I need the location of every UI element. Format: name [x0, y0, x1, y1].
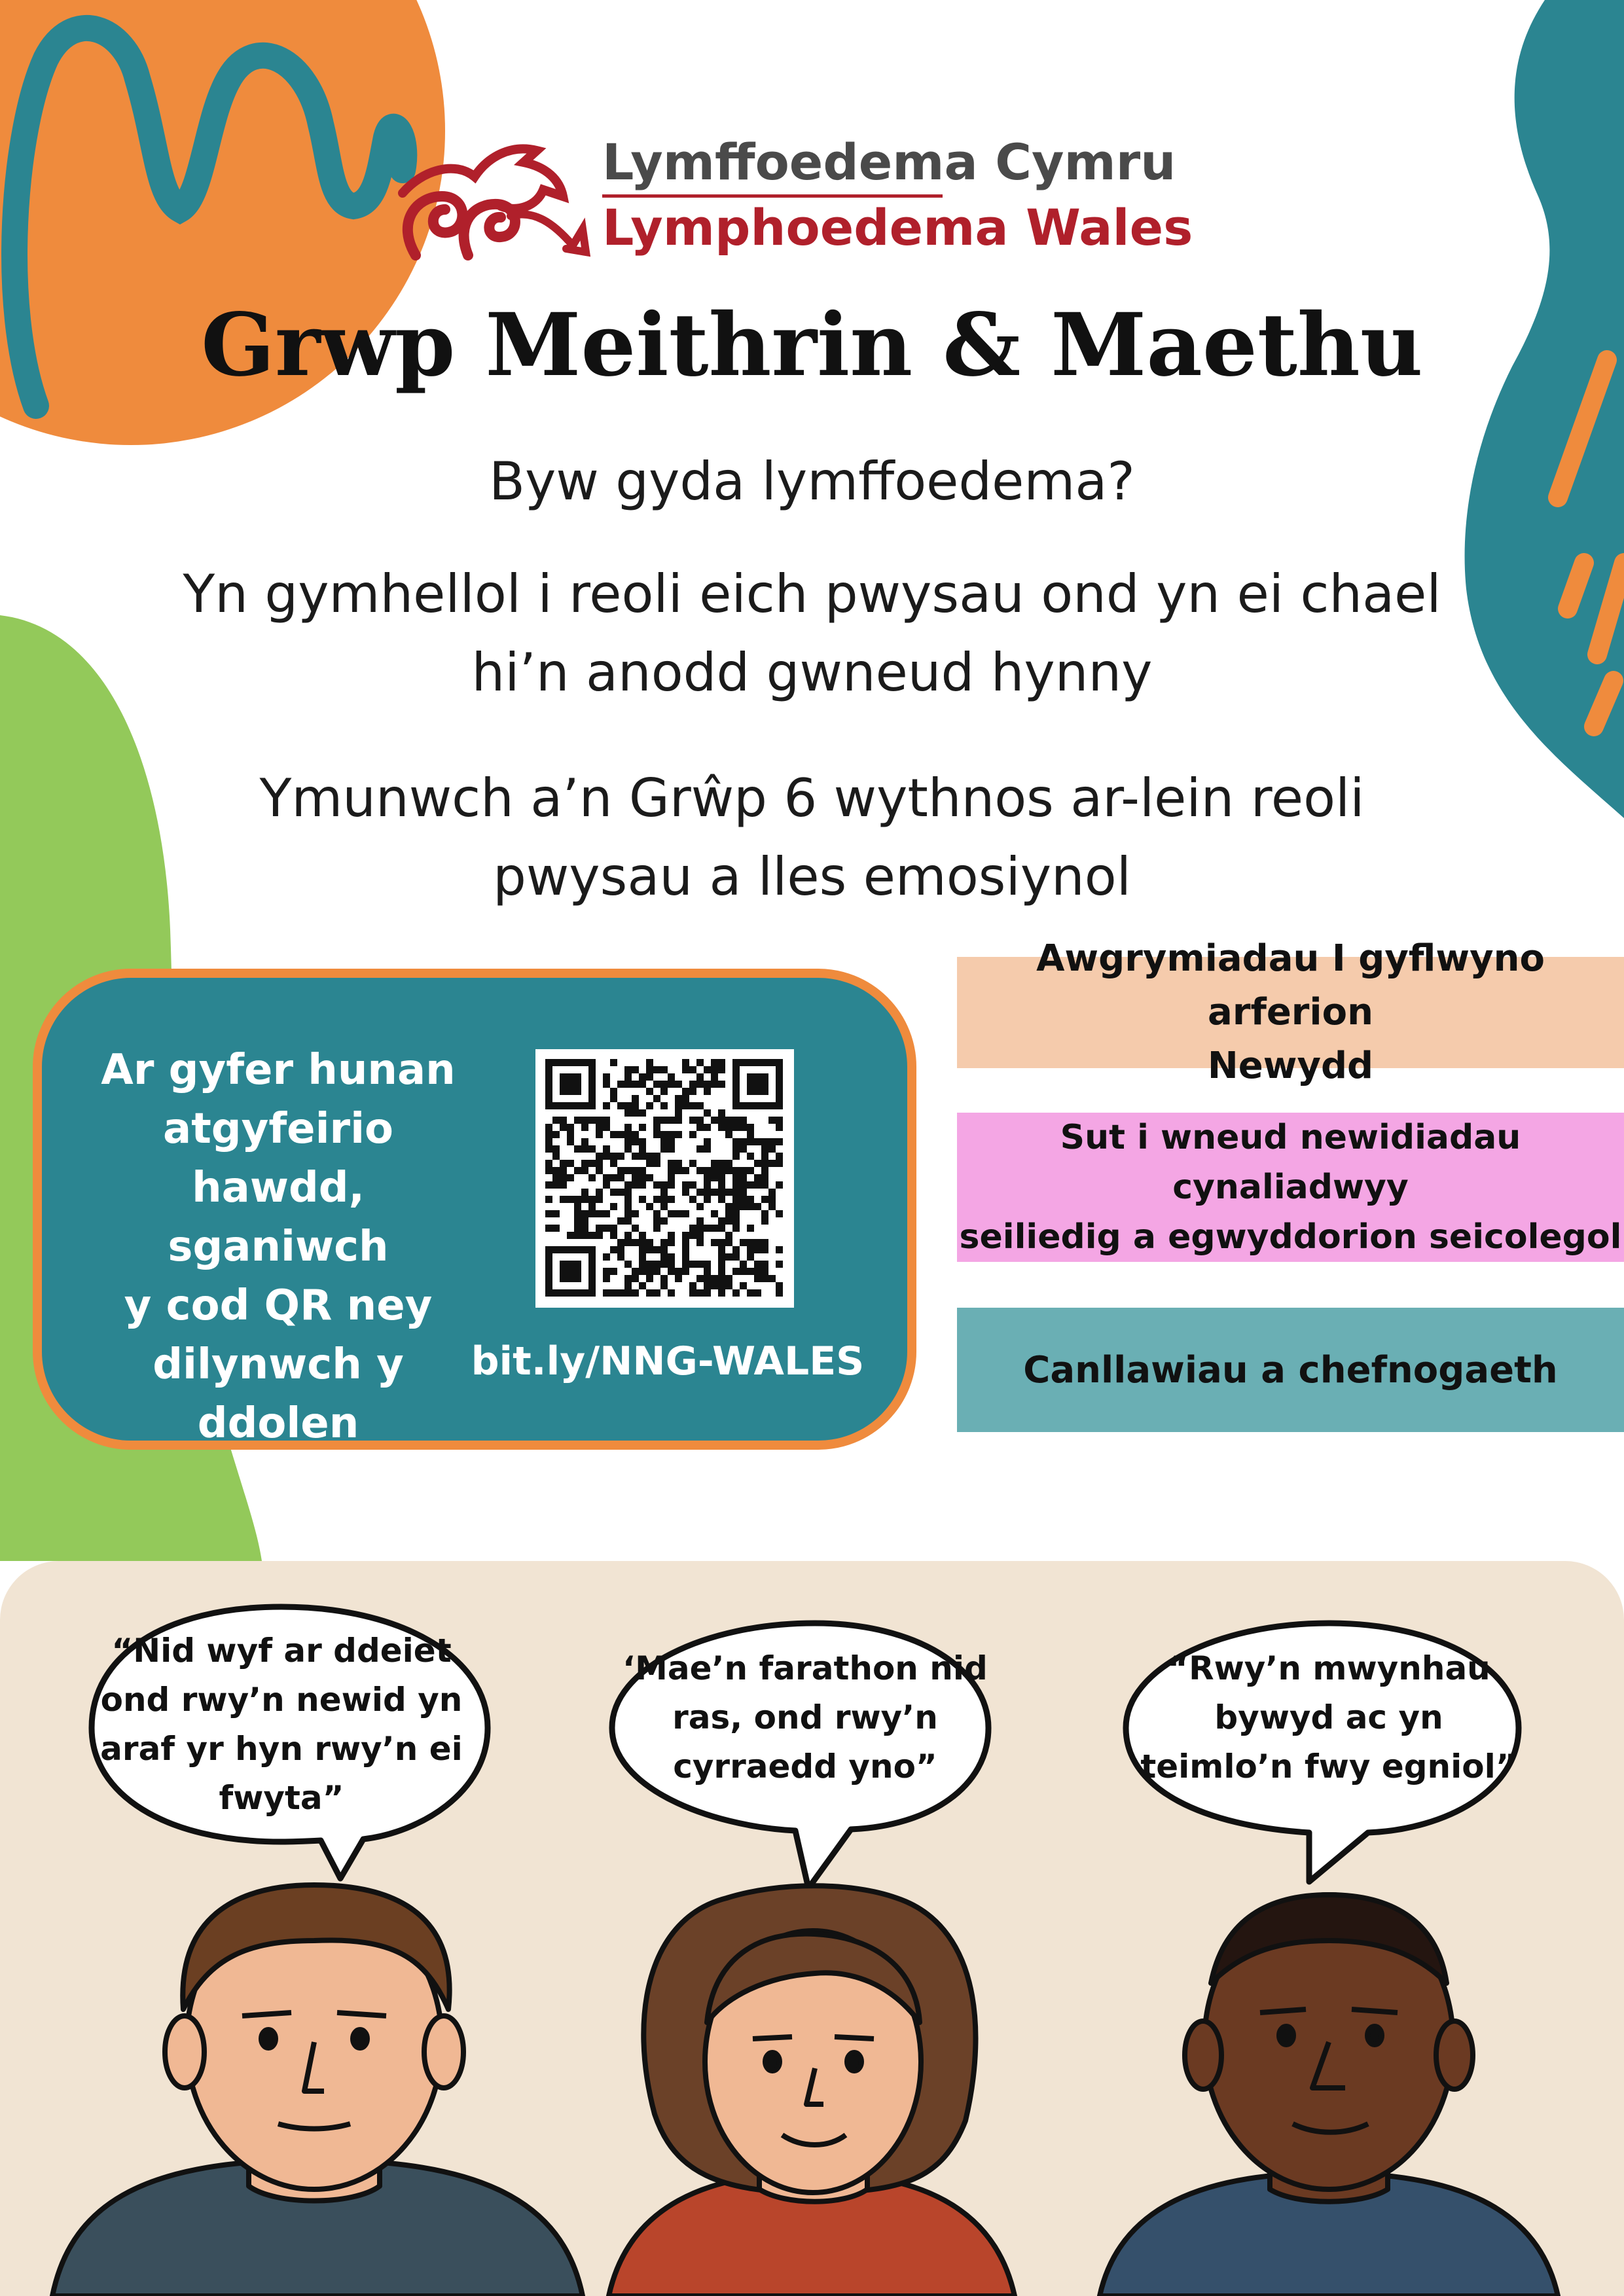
referral-line: atgyfeirio [163, 1105, 393, 1153]
quote-line: “Rwy’n mwynhau [1167, 1649, 1490, 1687]
logo-name-english: Lymphoedema Wales [602, 198, 1193, 257]
feature-line: Newydd [1207, 1045, 1374, 1087]
quote-line: “Nid wyf ar ddeiet [111, 1632, 452, 1670]
referral-line: Ar gyfer hunan [101, 1046, 456, 1094]
testimonial-quote-2 [609, 1644, 1001, 1791]
quote-line: bywyd ac yn [1214, 1698, 1443, 1736]
quote-line: teimlo’n fwy egniol” [1140, 1748, 1517, 1785]
quote-line: cyrraedd yno” [673, 1748, 937, 1785]
logo-name-welsh: Lymffoedema Cymru [602, 133, 1176, 191]
intro-paragraph-1-line: hi’n anodd gwneud hynny [471, 642, 1153, 703]
feature-line: Canllawiau a chefnogaeth [1023, 1348, 1558, 1391]
referral-line: y cod QR ney [124, 1282, 433, 1330]
referral-line: ddolen [197, 1399, 359, 1448]
quote-line: ‘Mae’n farathon nid [623, 1649, 988, 1687]
intro-paragraph-1-line: Yn gymhellol i reoli eich pwysau ond yn ei chael [183, 564, 1441, 624]
person-2-illustration [609, 1886, 1015, 2296]
intro-question-text: Byw gyda lymffoedema? [489, 451, 1135, 512]
referral-line: hawdd, sganiwch [168, 1164, 389, 1271]
person-1-illustration [52, 1885, 583, 2296]
intro-paragraph-2-line: pwysau a lles emosiynol [493, 846, 1131, 907]
feature-line: cynaliadwyy [1172, 1168, 1409, 1207]
quote-line: fwyta” [219, 1779, 344, 1817]
testimonial-quote-1 [85, 1626, 478, 1823]
referral-link[interactable]: bit.ly/NNG-WALES [471, 1338, 865, 1384]
quote-line: ond rwy’n newid yn [100, 1681, 463, 1719]
testimonial-quote-3 [1119, 1644, 1538, 1791]
page-title: Grwp Meithrin & Maethu [201, 295, 1423, 396]
feature-line: Sut i wneud newidiadau [1060, 1118, 1521, 1157]
referral-line: dilynwch y [153, 1340, 404, 1389]
feature-line: Awgrymiadau I gyflwyno arferion [1036, 937, 1545, 1033]
quote-line: araf yr hyn rwy’n ei [100, 1730, 463, 1768]
person-3-illustration [1100, 1895, 1558, 2296]
intro-paragraph-2-line: Ymunwch a’n Grŵp 6 wythnos ar-lein reoli [259, 768, 1365, 829]
feature-line: seiliedig a egwyddorion seicolegol [959, 1217, 1622, 1257]
quote-line: ras, ond rwy’n [672, 1698, 938, 1736]
